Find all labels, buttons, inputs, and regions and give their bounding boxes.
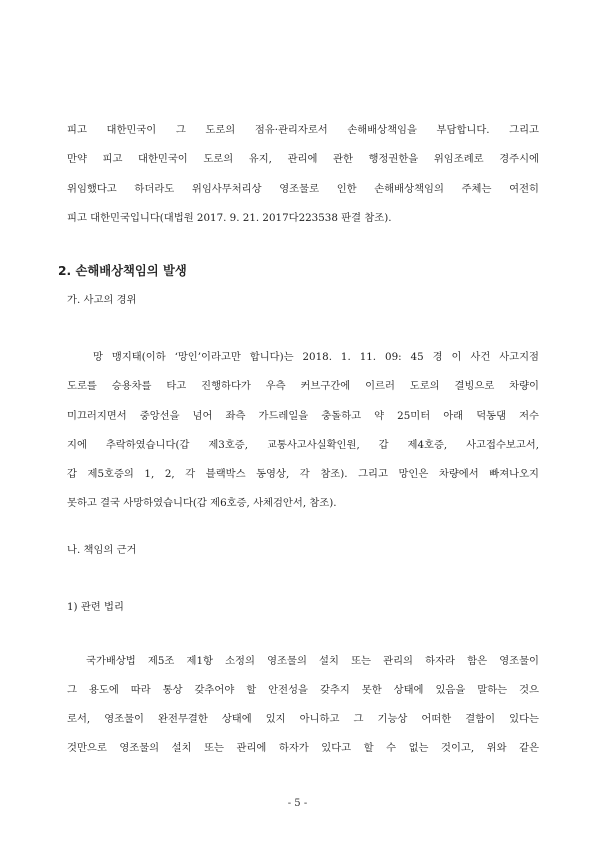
subsection-heading: 나. 책임의 근거 [67,544,137,556]
text-line: 피고 대한민국입니다(대법원 2017. 9. 21. 2017다223538 판결 참조). [67,212,392,224]
subsection-heading: 가. 사고의 경위 [67,294,137,306]
page-number: - 5 - [287,798,308,809]
text-line: 피고 대한민국이 그 도로의 점유·관리자로서 손해배상책임을 부담합니다. 그리고 [67,124,539,136]
text-line: 미끄러지면서 중앙선을 넘어 좌측 가드레일을 충돌하고 약 25미터 아래 덕동댐 저수 [67,410,539,422]
text-line: 로서, 영조물이 완전무결한 상태에 있지 아니하고 그 기능상 어떠한 결함이 있다는 [67,713,539,725]
text-line: 위임했다고 하더라도 위임사무처리상 영조물로 인한 손해배상책임의 주체는 여전히 [67,183,539,195]
text-line: 갑 제5호증의 1, 2, 각 블랙박스 동영상, 각 참조). 그리고 망인은 차량에서 빠져나오지 [67,468,539,480]
text-line: 망 맹지태(이하 ‘망인’이라고만 합니다)는 2018. 1. 11. 09: 45 경 이 사건 사고지점 [93,351,539,363]
text-line: 도로를 승용차를 타고 진행하다가 우측 커브구간에 이르러 도로의 결빙으로 차량이 [67,380,539,392]
text-line: 것만으로 영조물의 설치 또는 관리에 하자가 있다고 할 수 없는 것이고, 위와 같은 [67,742,539,754]
text-line: 지에 추락하였습니다(갑 제3호증, 교통사고사실확인원, 갑 제4호증, 사고접수보고서, [67,439,539,451]
subsubsection-heading: 1) 관련 법리 [67,601,124,613]
section-heading: 2. 손해배상책임의 발생 [58,264,187,278]
text-line: 국가배상법 제5조 제1항 소정의 영조물의 설치 또는 관리의 하자라 함은 영조물이 [86,655,539,667]
text-line: 못하고 결국 사망하였습니다(갑 제6호증, 사체검안서, 참조). [67,497,337,509]
text-line: 그 용도에 따라 통상 갖추어야 할 안전성을 갖추지 못한 상태에 있음을 말하는 것으 [67,684,539,696]
text-line: 만약 피고 대한민국이 도로의 유지, 관리에 관한 행정권한을 위임조례로 경주시에 [67,153,539,165]
